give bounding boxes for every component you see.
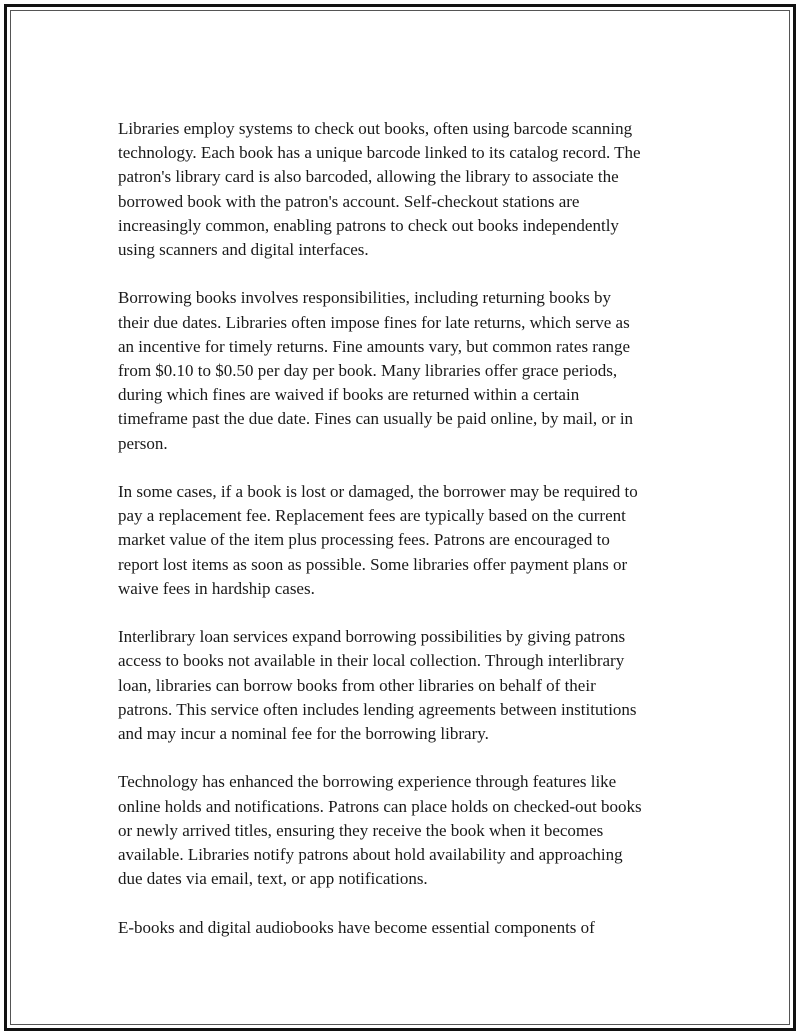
paragraph-technology-holds: Technology has enhanced the borrowing experience through features like online holds and notifications. Patrons can place holds on checked-out books or newly arrived titles, ensuring they receive the book when it becomes available. Libraries notify patrons about hold availability and approaching due dates via email, text, or app notifications.	[118, 772, 642, 889]
paragraph-ebooks-audiobooks: E-books and digital audiobooks have become essential components of	[118, 917, 595, 937]
paragraph-checkout-systems: Libraries employ systems to check out books, often using barcode scanning technology. Each book has a unique barcode linked to its catalog record. The patron's library card is also barcoded, allowing the library to associate the borrowed book with the patron's account. Self-checkout stations are increasingly common, enabling patrons to check out books independently using scanners and digital interfaces.	[118, 119, 641, 260]
paragraph-interlibrary-loan: Interlibrary loan services expand borrowing possibilities by giving patrons access to books not available in their local collection. Through interlibrary loan, libraries can borrow books from other libraries on behalf of their patrons. This service often includes lending agreements between institutions and may incur a nominal fee for the borrowing library.	[118, 627, 637, 744]
document-body	[118, 117, 693, 964]
paragraph-borrowing-responsibilities: Borrowing books involves responsibilities, including returning books by their due dates. Libraries often impose fines for late returns, which serve as an incentive for timely returns. Fine amounts vary, but common rates range from $0.10 to $0.50 per day per book. Many libraries offer grace periods, during which fines are waived if books are returned within a certain timeframe past the due date. Fines can usually be paid online, by mail, or in person.	[118, 288, 634, 453]
paragraph-lost-damaged-books: In some cases, if a book is lost or damaged, the borrower may be required to pay a replacement fee. Replacement fees are typically based on the current market value of the item plus processing fees. Patrons are encouraged to report lost items as soon as possible. Some libraries offer payment plans or waive fees in hardship cases.	[118, 482, 638, 598]
